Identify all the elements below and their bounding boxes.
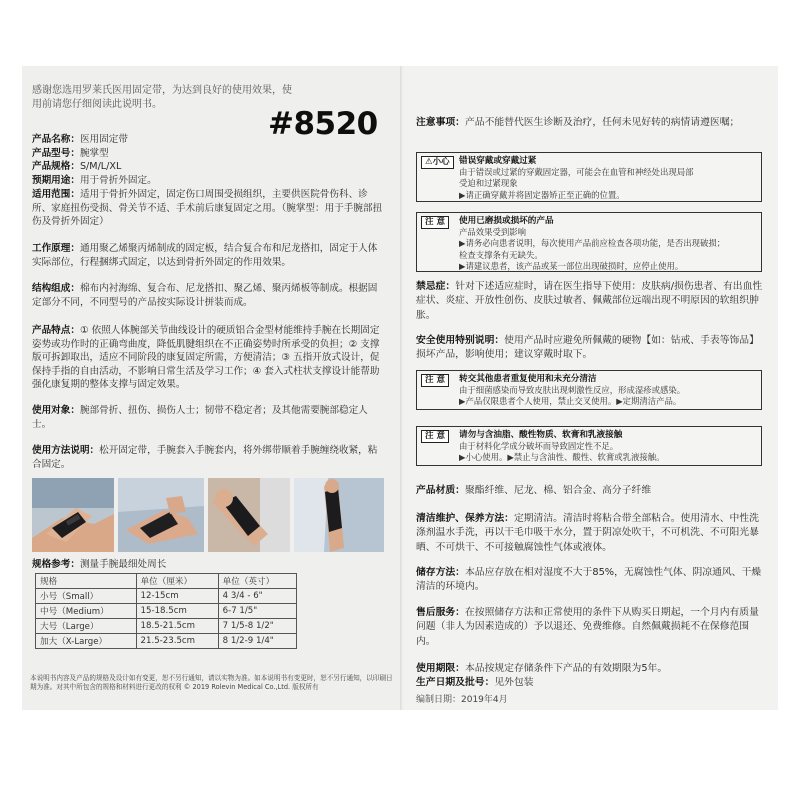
spec-row-model: 产品型号：腕掌型 [32, 147, 109, 159]
spec-list [32, 133, 282, 187]
notice-box-title: 转交其他患者重复使用和未充分清洁 [459, 374, 597, 384]
notice-box-text: 产品效果受到影响 ▶请务必向患者说明，每次使用产品前应检查各项功能，是否出现破损； 检查支撑条有无缺失。 ▶请建议患者，该产品或某一部位出现破损时，应停止使用。 [459, 227, 726, 272]
material-section: 产品材质：聚酯纤维、尼龙、棉、铝合金、高分子纤维 [416, 485, 652, 496]
service-section: 售后服务：在按照储存方法和正常使用的条件下从购买日期起，一个月内有质量问题（非人为因素造成的）予以退还、免费维修。自然佩戴损耗不在保修范围内。 [416, 607, 759, 647]
size-reference-title: 规格参考：测量手腕最细处周长 [32, 559, 167, 570]
cleaning-section: 清洁维护、保养方法：定期清洁。清洁时将粘合带全部粘合。使用清水、中性洗涤剂温水手洗，再以干毛巾吸干水分，置于阴凉处吹干，不可机洗、不可阳光暴晒、不可烘干、不可接触腐蚀性气体或液体。 [416, 513, 759, 553]
spec-row-use: 预期用途：用于骨折外固定。 [32, 174, 157, 186]
notice-box-text: 由于细菌感染而导致皮肤出现刺激性反应，形成湿疹或感染。 ▶产品仅限患者个人使用，禁止交叉使用。▶定期清洁产品。 [459, 385, 686, 407]
scope-section: 适用范围：适用于骨折外固定，固定伤口周围受损组织，主要供医院骨伤科、诊所、家庭扭伤受损、骨关节不适、手术前后康复固定之用。（腕掌型：用于手腕部扭伤及骨折外固定） [32, 189, 383, 228]
storage-section: 储存方法：本品应存放在相对湿度不大于85%，无腐蚀性气体、阴凉通风、干燥清洁的环境内。 [416, 567, 762, 593]
features-section: 产品特点：① 依照人体腕部关节曲线设计的硬质铝合金型材能维持手腕在长期固定姿势或功作时的正确弯曲度，降低肌腱组织在不正确姿势时所承受的负担；② 支撑版可拆卸取出，适应不同阶段的康复固定所需，方便清洁；③ 五指开放式设计，促保持手指的自由活动，不影响日常生活及学习工作；④ 套入式柱状支撑设计能帮助强化康复期的整体支撑与固定效果。 [32, 325, 380, 391]
notice-box-chemicals [416, 426, 762, 466]
table-row: 中号（Medium） 15-18.5cm 6-7 1/5" [36, 604, 297, 619]
caution-box-title: 错误穿戴或穿戴过紧 [459, 156, 537, 166]
spec-row-name: 产品名称：医用固定带 [32, 134, 128, 145]
usage-photo-4 [294, 478, 384, 552]
structure-section: 结构组成：棉布内衬海绵、复合布、尼龙搭扣、聚乙烯、聚丙烯板等制成。根据固定部分不同，不同型号的产品按实际设计拼装而成。 [32, 283, 378, 308]
right-page [404, 66, 778, 710]
usage-photo-2 [118, 478, 204, 552]
notice-badge: 注 意 [421, 430, 449, 443]
safety-section: 安全使用特别说明：使用产品时应避免所佩戴的硬物【如：钻戒、手表等饰品】损坏产品，影响使用；建议穿戴时取下。 [416, 335, 759, 361]
caution-box-tight-wear [416, 152, 762, 202]
fine-print: 本说明书内容及产品的规格及设计如有变更，恕不另行通知，请以实物为准。如本说明书有变更时，恕不另行通知，以印刷日期为准。对其中所包含的规格和材料进行更改的权利 © 2019 Rolevin Medical Co.,Ltd. 版权所有 [30, 674, 393, 691]
notice-box-text: 由于材料化学成分破坏而导致固定性不足。 ▶小心使用。▶禁止与含油性、酸性、软膏或乳液接触。 [459, 441, 665, 463]
notice-box-cross-use [416, 370, 762, 410]
table-row: 小号（Small） 12-15cm 4 3/4 - 6" [36, 589, 297, 604]
compile-date: 编制日期：2019年4月 [416, 695, 508, 705]
usage-photos [32, 478, 384, 552]
validity-section: 使用期限：本品按规定存储条件下产品的有效期限为5年。 [416, 663, 668, 674]
method-section: 使用方法说明：松开固定带，手腕套入手腕套内，将外绑带顺着手腕缠绕收紧，粘合固定。 [32, 445, 378, 470]
notice-box-title: 使用已磨损或损坏的产品 [459, 216, 554, 226]
size-table-header: 规格 单位（厘米） 单位（英寸） [36, 574, 297, 589]
left-page [22, 66, 402, 710]
usage-photo-1 [32, 478, 114, 552]
intro-text: 感谢您选用罗莱氏医用固定带，为达到良好的使用效果，使用前请您仔细阅读此说明书。 [32, 85, 292, 110]
notice-box-worn-product [416, 212, 762, 272]
notice-box-title: 请勿与含油脂、酸性物质、软膏和乳液接触 [459, 430, 623, 440]
batch-section: 生产日期及批号：见外包装 [416, 677, 534, 688]
notice-badge: 注 意 [421, 216, 449, 229]
principle-section: 工作原理：通用聚乙烯聚丙烯制成的固定板，结合复合布和尼龙搭扣，固定于人体实际部位，行程捆绑式固定，以达到骨折外固定的作用效果。 [32, 243, 378, 268]
usage-photo-3 [208, 478, 290, 552]
notice-badge: 注 意 [421, 374, 449, 387]
notice-section: 注意事项：产品不能替代医生诊断及治疗，任何未见好转的病情请遵医嘱； [416, 117, 740, 128]
caution-badge: ⚠小心 [421, 156, 454, 169]
table-row: 大号（Large） 18.5-21.5cm 7 1/5-8 1/2" [36, 619, 297, 634]
caution-box-text: 由于错误或过紧的穿戴固定器，可能会在血管和神经处出现局部 受迫和过紧现象 ▶请正确穿戴并将固定器矫正至正确的位置。 [459, 167, 694, 200]
users-section: 使用对象：腕部骨折、扭伤、损伤人士；韧带不稳定者；及其他需要腕部稳定人士。 [32, 405, 368, 430]
size-table [35, 573, 297, 649]
spec-row-size: 产品规格：S/M/L/XL [32, 161, 122, 173]
table-row: 加大（X-Large） 21.5-23.5cm 8 1/2-9 1/4" [36, 634, 297, 649]
model-number: #8520 [268, 106, 378, 142]
contraindication-section: 禁忌症：针对下述适应症时，请在医生指导下使用：皮肤病/损伤患者、有出血性症状、炎症、开放性创伤、皮肤过敏者、佩戴部位远端出现不明原因的软组织肿胀。 [416, 281, 763, 321]
